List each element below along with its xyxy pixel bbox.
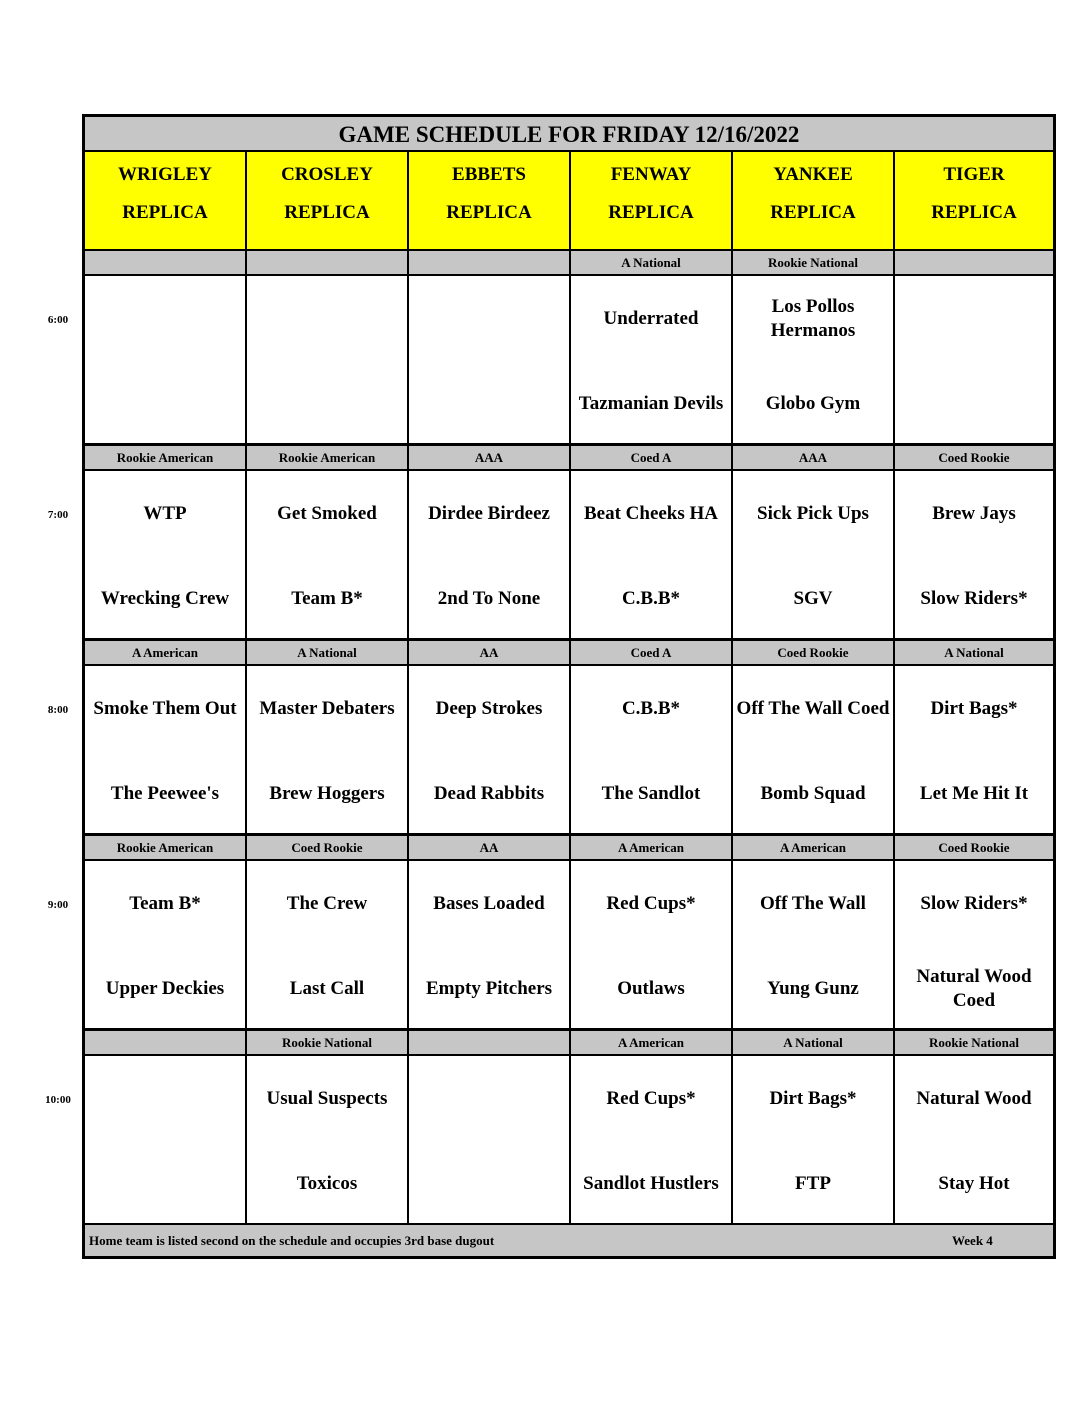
home-team: Stay Hot xyxy=(938,1173,1010,1194)
field-subtitle: REPLICA xyxy=(931,202,1017,223)
division-label: A National xyxy=(895,641,1053,666)
away-team xyxy=(895,291,1053,347)
division-label: Rookie National xyxy=(895,1031,1053,1056)
home-team: Wrecking Crew xyxy=(100,588,230,609)
home-team: Globo Gym xyxy=(765,393,861,414)
field-subtitle: REPLICA xyxy=(122,202,208,223)
home-team: The Sandlot xyxy=(601,783,701,804)
division-label: A National xyxy=(571,251,733,276)
game-cell xyxy=(409,471,571,641)
division-label: Coed Rookie xyxy=(895,836,1053,861)
home-team: Outlaws xyxy=(617,978,685,999)
away-team: Brew Jays xyxy=(932,503,1016,524)
away-team: Red Cups* xyxy=(606,893,696,914)
division-label: AA xyxy=(409,641,571,666)
game-cell xyxy=(895,471,1053,641)
away-team: Master Debaters xyxy=(259,698,395,719)
game-cell xyxy=(247,1056,409,1226)
field-name: EBBETS xyxy=(452,164,526,185)
home-team: Dead Rabbits xyxy=(433,783,545,804)
game-cell xyxy=(409,666,571,836)
game-cell xyxy=(247,861,409,1031)
home-team xyxy=(895,376,1053,432)
time-label: 10:00 xyxy=(45,1094,71,1106)
away-team: Team B* xyxy=(129,893,201,914)
game-cell xyxy=(409,276,571,446)
home-team: FTP xyxy=(795,1173,831,1194)
home-team: Last Call xyxy=(289,978,365,999)
division-label: AA xyxy=(409,836,571,861)
game-cell xyxy=(895,1056,1053,1226)
field-subtitle: REPLICA xyxy=(608,202,694,223)
field-header xyxy=(409,152,571,251)
away-team: Off The Wall xyxy=(760,893,866,914)
away-team: Natural Wood xyxy=(916,1088,1032,1109)
game-cell xyxy=(733,861,895,1031)
footer-bar xyxy=(85,1225,1053,1256)
time-label: 8:00 xyxy=(47,704,69,716)
away-team: Red Cups* xyxy=(606,1088,696,1109)
away-team: Slow Riders* xyxy=(920,893,1028,914)
away-team: Usual Suspects xyxy=(266,1088,388,1109)
game-cell xyxy=(409,861,571,1031)
field-subtitle: REPLICA xyxy=(770,202,856,223)
home-team: Tazmanian Devils xyxy=(578,393,724,414)
division-label: Coed Rookie xyxy=(733,641,895,666)
division-label xyxy=(247,251,409,276)
division-label: A American xyxy=(733,836,895,861)
division-label xyxy=(85,1031,247,1056)
game-cell xyxy=(247,471,409,641)
home-team xyxy=(247,376,407,432)
home-team: Empty Pitchers xyxy=(425,978,553,999)
game-cell xyxy=(409,1056,571,1226)
field-header xyxy=(247,152,409,251)
division-label: Coed A xyxy=(571,641,733,666)
away-team: Get Smoked xyxy=(277,503,377,524)
division-label xyxy=(409,251,571,276)
game-cell xyxy=(85,1056,247,1226)
home-team: Yung Gunz xyxy=(767,978,859,999)
home-team: Sandlot Hustlers xyxy=(583,1173,719,1194)
field-header xyxy=(733,152,895,251)
game-cell xyxy=(733,666,895,836)
home-team xyxy=(85,376,245,432)
home-team: Slow Riders* xyxy=(920,588,1028,609)
away-team: Smoke Them Out xyxy=(93,698,237,719)
time-label: 7:00 xyxy=(47,509,69,521)
game-cell xyxy=(85,666,247,836)
game-cell xyxy=(733,1056,895,1226)
schedule-title: GAME SCHEDULE FOR FRIDAY 12/16/2022 xyxy=(85,117,1053,152)
field-header xyxy=(85,152,247,251)
away-team xyxy=(85,1071,245,1127)
away-team: WTP xyxy=(143,503,187,524)
away-team: Dirt Bags* xyxy=(930,698,1018,719)
game-cell xyxy=(895,861,1053,1031)
game-cell xyxy=(733,471,895,641)
division-label: Rookie American xyxy=(85,836,247,861)
away-team: Deep Strokes xyxy=(435,698,543,719)
field-name: FENWAY xyxy=(610,164,692,185)
away-team: Underrated xyxy=(603,308,699,329)
division-label: A American xyxy=(85,641,247,666)
home-team: 2nd To None xyxy=(437,588,541,609)
away-team: The Crew xyxy=(286,893,368,914)
division-label: Rookie American xyxy=(247,446,409,471)
time-label: 9:00 xyxy=(47,899,69,911)
field-subtitle: REPLICA xyxy=(446,202,532,223)
home-team: SGV xyxy=(793,588,833,609)
away-team: Dirdee Birdeez xyxy=(428,503,550,524)
home-team: Brew Hoggers xyxy=(269,783,385,804)
field-name: CROSLEY xyxy=(281,164,373,185)
division-label: A American xyxy=(571,1031,733,1056)
division-label: Coed A xyxy=(571,446,733,471)
field-name: WRIGLEY xyxy=(118,164,212,185)
game-cell xyxy=(85,276,247,446)
division-label xyxy=(895,251,1053,276)
division-label: A National xyxy=(247,641,409,666)
away-team: Sick Pick Ups xyxy=(757,503,869,524)
home-team xyxy=(85,1156,245,1212)
away-team xyxy=(247,291,407,347)
field-name: TIGER xyxy=(943,164,1005,185)
game-cell xyxy=(571,471,733,641)
time-label: 6:00 xyxy=(47,314,69,326)
game-cell xyxy=(571,861,733,1031)
away-team: Los Pollos Hermanos xyxy=(770,296,856,341)
away-team: Bases Loaded xyxy=(433,893,545,914)
away-team: Dirt Bags* xyxy=(769,1088,857,1109)
away-team xyxy=(409,291,569,347)
home-team: C.B.B* xyxy=(621,588,681,609)
week-label: Week 4 xyxy=(952,1233,993,1248)
away-team: Off The Wall Coed xyxy=(736,698,890,719)
division-label: Rookie National xyxy=(247,1031,409,1056)
home-team: Upper Deckies xyxy=(105,978,225,999)
division-label: AAA xyxy=(409,446,571,471)
division-label: A American xyxy=(571,836,733,861)
field-name: YANKEE xyxy=(773,164,853,185)
schedule-table xyxy=(82,114,1056,1259)
away-team xyxy=(409,1071,569,1127)
home-team: The Peewee's xyxy=(110,783,220,804)
footer-note: Home team is listed second on the schedule and occupies 3rd base dugout xyxy=(89,1233,495,1248)
home-team: Toxicos xyxy=(296,1173,358,1194)
game-cell xyxy=(733,276,895,446)
division-label: Coed Rookie xyxy=(247,836,409,861)
game-cell xyxy=(895,666,1053,836)
division-label: Rookie National xyxy=(733,251,895,276)
home-team: Natural Wood Coed xyxy=(916,966,1032,1011)
home-team xyxy=(409,376,569,432)
away-team xyxy=(85,291,245,347)
division-label xyxy=(409,1031,571,1056)
field-subtitle: REPLICA xyxy=(284,202,370,223)
division-label: A National xyxy=(733,1031,895,1056)
away-team: C.B.B* xyxy=(621,698,681,719)
field-header xyxy=(571,152,733,251)
away-team: Beat Cheeks HA xyxy=(583,503,719,524)
division-label xyxy=(85,251,247,276)
home-team xyxy=(409,1156,569,1212)
division-label: AAA xyxy=(733,446,895,471)
game-cell xyxy=(571,1056,733,1226)
game-cell xyxy=(571,276,733,446)
game-cell xyxy=(247,276,409,446)
game-cell xyxy=(571,666,733,836)
game-cell xyxy=(85,861,247,1031)
division-label: Coed Rookie xyxy=(895,446,1053,471)
game-cell xyxy=(85,471,247,641)
division-label: Rookie American xyxy=(85,446,247,471)
home-team: Team B* xyxy=(291,588,363,609)
field-header xyxy=(895,152,1053,251)
game-cell xyxy=(247,666,409,836)
home-team: Bomb Squad xyxy=(760,783,866,804)
home-team: Let Me Hit It xyxy=(919,783,1029,804)
game-cell xyxy=(895,276,1053,446)
